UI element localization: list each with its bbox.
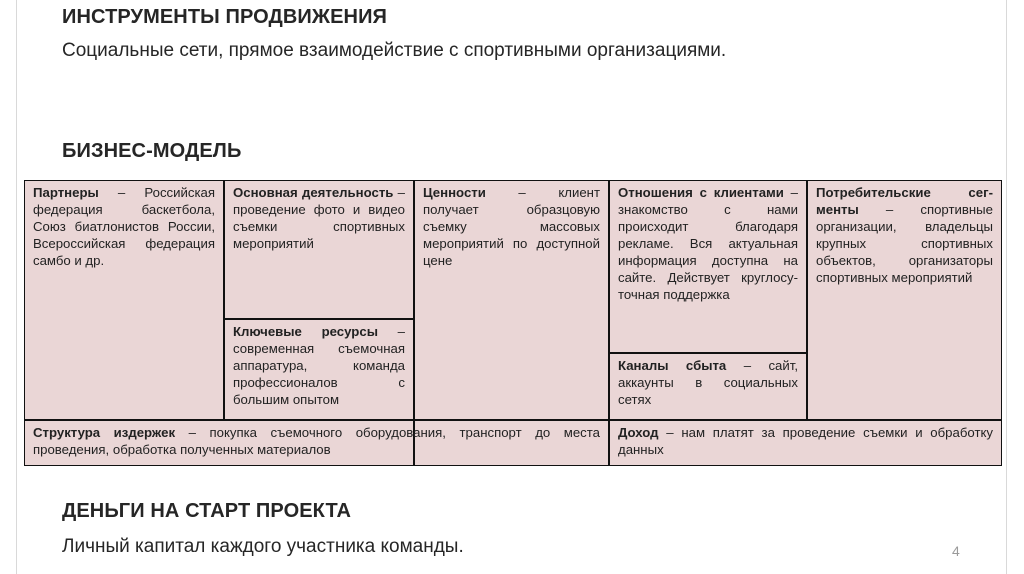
- partners-text: – Российская федерация баскетбола, Союз биатлонистов России, Всероссийская федерация самбо и др.: [33, 185, 215, 268]
- channels-cell: [610, 354, 806, 419]
- customer-relations-cell: [610, 181, 806, 352]
- values-title: Ценности: [423, 185, 486, 200]
- key-activity-cell: [225, 181, 413, 318]
- promotion-text: Социальные сети, прямое взаимодействие с спортивными организациями.: [62, 40, 727, 61]
- resources-text: – современная съемочная аппаратура, команда профессионалов с большим опытом: [233, 324, 405, 407]
- costs-title: Структура издержек: [33, 425, 176, 440]
- segments-title: Потребительские сегменты: [816, 185, 993, 217]
- activity-title: Основная деятельность: [233, 185, 394, 200]
- right-rule: [1006, 0, 1007, 574]
- partners-title: Партнеры: [33, 185, 99, 200]
- customer-segments-cell: [808, 181, 1001, 419]
- startup-money-text: Личный капитал каждого участника команды.: [62, 536, 464, 557]
- channels-text: – сайт, аккаунты в социальных сетях: [618, 358, 798, 407]
- costs-text: – покупка съемочного оборудования, транспорт до места проведения, обработка полученных материалов: [33, 425, 600, 457]
- revenue-title: Доход: [618, 425, 659, 440]
- key-resources-cell: [225, 320, 413, 419]
- promotion-heading: ИНСТРУМЕНТЫ ПРОДВИЖЕНИЯ: [62, 6, 388, 28]
- value-cell: [415, 181, 608, 419]
- revenue-cell: [610, 421, 1001, 465]
- page-number: 4: [952, 543, 960, 559]
- left-rule: [16, 0, 17, 574]
- values-text: – клиент получает образцовую съемку массовых мероприятий по доступной цене: [423, 185, 600, 268]
- startup-money-heading: ДЕНЬГИ НА СТАРТ ПРОЕКТА: [62, 500, 352, 522]
- revenue-text: – нам платят за проведение съемки и обработку данных: [618, 425, 993, 457]
- partners-cell: [25, 181, 223, 419]
- cost-structure-cell: [25, 421, 608, 465]
- channels-title: Каналы сбыта: [618, 358, 727, 373]
- resources-title: Ключевые ресурсы: [233, 324, 378, 339]
- business-model-canvas: [24, 180, 1002, 466]
- activity-text: – проведение фото и видео съемки спортивных мероприятий: [233, 185, 405, 251]
- business-model-heading: БИЗНЕС-МОДЕЛЬ: [62, 140, 242, 162]
- relations-text: – знакомство с нами происходит благодаря рекламе. Вся актуальная информация доступна на сайте. Действует круглосуточная поддержка: [618, 185, 798, 302]
- segments-text: – спортивные организации, владельцы крупных спортивных объектов, организаторы спортивных мероприятий: [816, 202, 993, 285]
- relations-title: Отношения с клиентами: [618, 185, 784, 200]
